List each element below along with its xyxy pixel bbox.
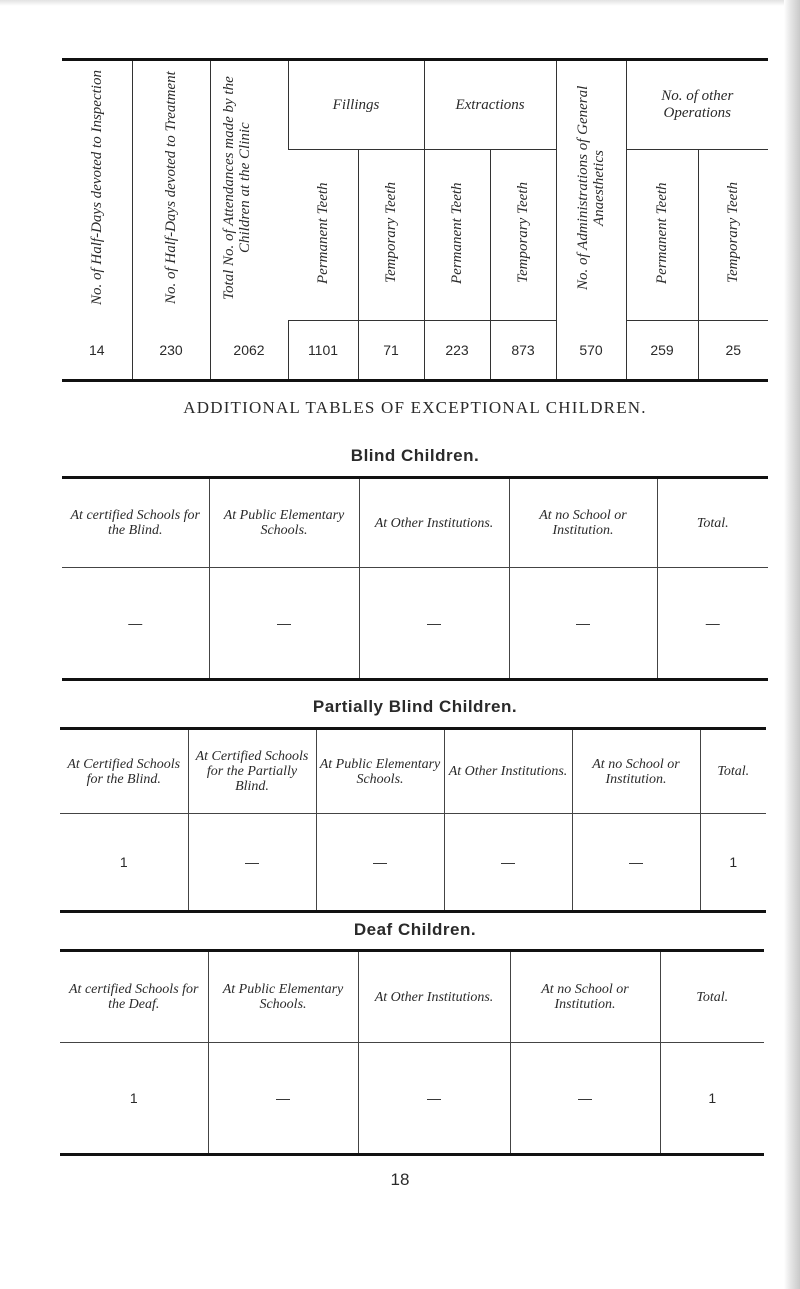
partially-blind-value-no-school: — [572, 814, 700, 912]
deaf-value-public-elementary: — [208, 1043, 358, 1155]
blind-children-table [62, 476, 768, 681]
header-admin-anaesthetics: No. of Administrations of General Anaesthetics [556, 60, 626, 321]
deaf-children-title: Deaf Children. [353, 920, 477, 939]
section-title: ADDITIONAL TABLES OF EXCEPTIONAL CHILDREN. [183, 398, 647, 417]
value-total-attendances: 2062 [210, 321, 288, 381]
partially-blind-children-table [60, 727, 766, 913]
scan-top-shadow [0, 0, 800, 6]
value-extractions-temporary: 873 [490, 321, 556, 381]
partially-blind-col-other-institutions: At Other Institutions. [444, 729, 572, 814]
deaf-col-no-school: At no School or Institution. [510, 951, 660, 1043]
header-other-temporary: Temporary Teeth [698, 150, 768, 321]
scan-right-shadow [784, 0, 800, 1289]
partially-blind-col-no-school: At no School or Institution. [572, 729, 700, 814]
blind-value-no-school: — [509, 568, 657, 680]
header-other-operations: No. of other Operations [626, 60, 768, 150]
header-half-days-inspection: No. of Half-Days devoted to Inspection [88, 70, 105, 306]
header-fillings-permanent: Permanent Teeth [288, 150, 358, 321]
value-other-permanent: 259 [626, 321, 698, 381]
value-half-days-inspection: 14 [88, 341, 105, 358]
partially-blind-value-other-institutions: — [444, 814, 572, 912]
blind-col-public-elementary: At Public Elementary Schools. [209, 478, 359, 568]
partially-blind-value-total: 1 [700, 814, 766, 912]
partially-blind-col-total: Total. [700, 729, 766, 814]
value-extractions-permanent: 223 [424, 321, 490, 381]
deaf-col-public-elementary: At Public Elementary Schools. [208, 951, 358, 1043]
blind-col-no-school: At no School or Institution. [509, 478, 657, 568]
blind-value-public-elementary: — [209, 568, 359, 680]
deaf-value-other-institutions: — [358, 1043, 510, 1155]
value-fillings-permanent: 1101 [288, 321, 358, 381]
partially-blind-value-certified-blind: 1 [119, 854, 128, 870]
dental-statistics-table [62, 58, 768, 382]
partially-blind-children-title: Partially Blind Children. [312, 697, 518, 716]
blind-children-title: Blind Children. [350, 446, 480, 465]
partially-blind-col-public-elementary: At Public Elementary Schools. [316, 729, 444, 814]
blind-col-total: Total. [657, 478, 768, 568]
blind-col-certified: At certified Schools for the Blind. [62, 478, 209, 568]
blind-col-other-institutions: At Other Institutions. [359, 478, 509, 568]
value-admin-anaesthetics: 570 [556, 321, 626, 381]
header-extractions-temporary: Temporary Teeth [490, 150, 556, 321]
deaf-value-total: 1 [660, 1043, 764, 1155]
deaf-col-other-institutions: At Other Institutions. [358, 951, 510, 1043]
header-total-attendances: Total No. of Attendances made by the Children at the Clinic [210, 60, 288, 321]
value-half-days-treatment: 230 [132, 321, 210, 381]
header-fillings: Fillings [288, 60, 424, 150]
value-fillings-temporary: 71 [358, 321, 424, 381]
header-fillings-temporary: Temporary Teeth [358, 150, 424, 321]
header-extractions-permanent: Permanent Teeth [424, 150, 490, 321]
blind-value-certified: — [128, 615, 143, 631]
header-half-days-treatment: No. of Half-Days devoted to Treatment [132, 60, 210, 321]
partially-blind-col-certified-partially-blind: At Certified Schools for the Partially Blind. [188, 729, 316, 814]
deaf-col-certified: At certified Schools for the Deaf. [60, 951, 208, 1043]
header-extractions: Extractions [424, 60, 556, 150]
deaf-value-no-school: — [510, 1043, 660, 1155]
header-other-permanent: Permanent Teeth [626, 150, 698, 321]
value-other-temporary: 25 [698, 321, 768, 381]
deaf-value-certified: 1 [129, 1090, 138, 1106]
blind-value-total: — [657, 568, 768, 680]
blind-value-other-institutions: — [359, 568, 509, 680]
page-number: 18 [390, 1170, 410, 1189]
partially-blind-value-public-elementary: — [316, 814, 444, 912]
deaf-col-total: Total. [660, 951, 764, 1043]
partially-blind-col-certified-blind: At Certified Schools for the Blind. [60, 729, 188, 814]
deaf-children-table [60, 949, 764, 1156]
partially-blind-value-certified-partially-blind: — [188, 814, 316, 912]
